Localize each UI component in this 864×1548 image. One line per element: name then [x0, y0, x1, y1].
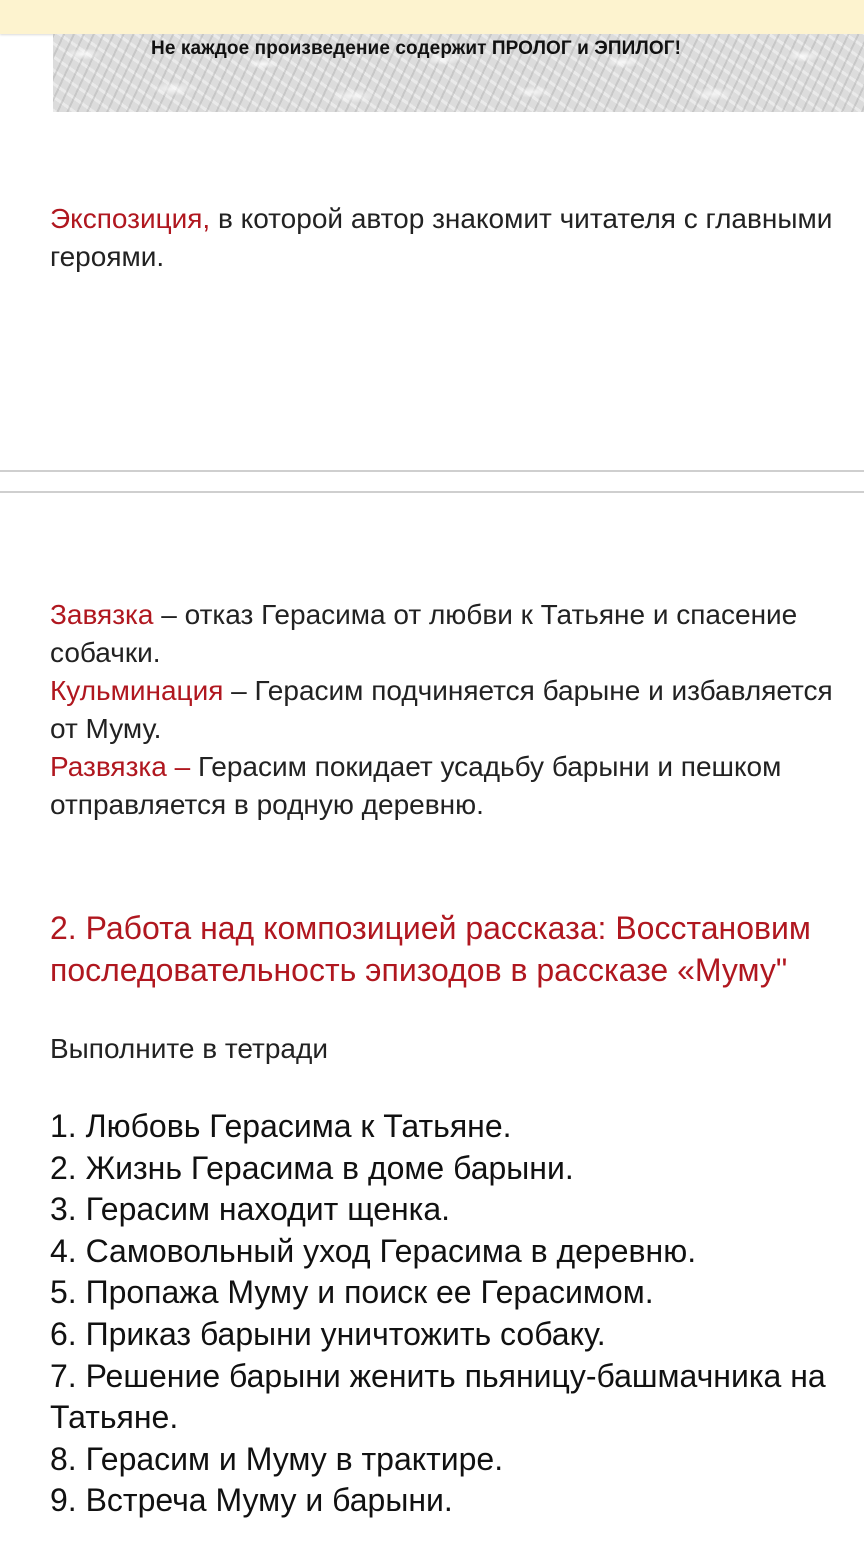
textured-banner — [53, 34, 864, 112]
list-item: 3. Герасим находит щенка. — [50, 1191, 451, 1228]
plot-text: – Герасим подчиняется барыне и избавляется от Муму. — [50, 675, 833, 744]
exposition-paragraph — [50, 200, 840, 276]
section-divider-bottom — [0, 491, 864, 493]
plot-item-zavyazka — [50, 596, 840, 672]
plot-term: Кульминация — [50, 675, 224, 706]
task-heading: 2. Работа над композицией рассказа: Восстановим последовательность эпизодов в рассказе «Муму" — [50, 910, 811, 988]
plot-item-kulminaciya — [50, 672, 840, 748]
browser-top-bar — [0, 0, 864, 34]
plot-text: – отказ Герасима от любви к Татьяне и спасение собачки. — [50, 599, 798, 668]
task-instruction: Выполните в тетради — [50, 1033, 328, 1064]
plot-term: Развязка – — [50, 751, 191, 782]
list-item: 6. Приказ барыни уничтожить собаку. — [50, 1315, 606, 1352]
list-item: 8. Герасим и Муму в трактире. — [50, 1440, 504, 1477]
exposition-text: в которой автор знакомит читателя с главными героями. — [50, 203, 833, 272]
episode-list — [50, 1106, 864, 1522]
list-item: 9. Встреча Муму и барыни. — [50, 1482, 453, 1519]
list-item: 2. Жизнь Герасима в доме барыни. — [50, 1149, 574, 1186]
list-item: 1. Любовь Герасима к Татьяне. — [50, 1108, 512, 1144]
exposition-term: Экспозиция, — [50, 203, 211, 234]
section-divider-top — [0, 470, 864, 472]
plot-elements — [50, 596, 840, 824]
list-item: 5. Пропажа Муму и поиск ее Герасимом. — [50, 1274, 654, 1311]
plot-term: Завязка — [50, 599, 154, 630]
plot-text: Герасим покидает усадьбу барыни и пешком отправляется в родную деревню. — [50, 751, 782, 820]
plot-item-razvyazka — [50, 748, 840, 824]
list-item: 4. Самовольный уход Герасима в деревню. — [50, 1232, 697, 1269]
banner-text: Не каждое произведение содержит ПРОЛОГ и ЭПИЛОГ! — [151, 38, 682, 59]
list-item: 7. Решение барыни женить пьяницу-башмачника на Татьяне. — [50, 1357, 826, 1436]
